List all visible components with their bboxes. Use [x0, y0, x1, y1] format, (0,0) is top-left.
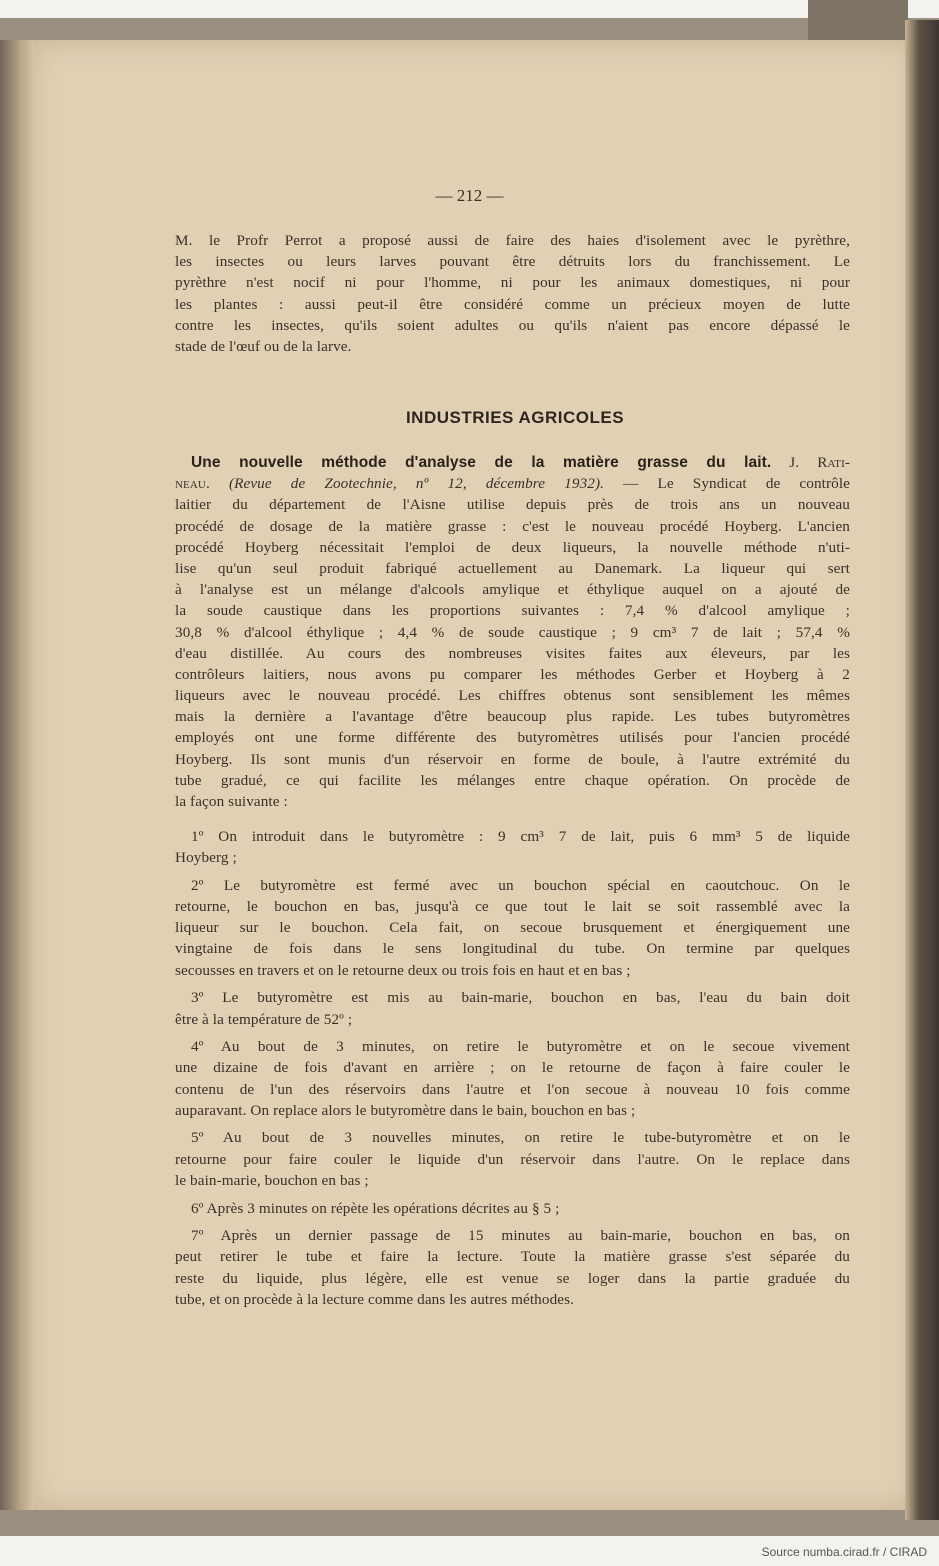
text-line: liqueurs avec le nouveau procédé. Les chiffres obtenus sont sensiblement les mêmes — [175, 687, 850, 705]
text-line: vingtaine de fois dans le sens longitudinal du tube. On termine par quelques — [175, 940, 850, 958]
article-author-cont: neau. — [175, 475, 210, 493]
source-credit: Source numba.cirad.fr / CIRAD — [761, 1545, 927, 1559]
text-line: retourne, le bouchon en bas, jusqu'à ce que tout le lait se soit rassemblé avec la — [175, 898, 850, 916]
text-line: peut retirer le tube et faire la lecture. Toute la matière grasse s'est séparée du — [175, 1248, 850, 1266]
section-heading: INDUSTRIES AGRICOLES — [405, 408, 625, 427]
text-line: M. le Profr Perrot a proposé aussi de faire des haies d'isolement avec le pyrèthre, — [175, 232, 850, 249]
text-line: secousses en travers et on le retourne deux ou trois fois en haut et en bas ; — [175, 961, 631, 979]
steps-list — [175, 826, 850, 1316]
text-line: le bain-marie, bouchon en bas ; — [175, 1171, 369, 1189]
text-line: 3º Le butyromètre est mis au bain-marie, bouchon en bas, l'eau du bain doit — [191, 989, 850, 1007]
text-line: pyrèthre n'est nocif ni pour l'homme, ni pour les animaux domestiques, ni pour — [175, 274, 850, 292]
book-cover-edge — [808, 0, 908, 40]
text-line: la soude caustique dans les proportions suivantes : 7,4 % d'alcool amylique ; — [175, 602, 850, 620]
step-item — [175, 1225, 850, 1310]
step-item — [175, 1127, 850, 1191]
article-citation-line — [175, 473, 850, 494]
text-line: contre les insectes, qu'ils soient adultes ou qu'ils n'aient pas encore dépassé le — [175, 316, 850, 334]
text-line: à l'analyse est un mélange d'alcools amylique et éthylique auquel on a ajouté de — [175, 581, 850, 599]
article-author: J. Rati- — [789, 454, 851, 471]
text-line: contrôleurs laitiers, nous avons pu comparer les méthodes Gerber et Hoyberg à 2 — [175, 665, 850, 683]
text-line: les plantes : aussi peut-il être considéré comme un précieux moyen de lutte — [175, 295, 850, 313]
text-line: employés ont une forme différente des butyromètres utilisés pour l'ancien procédé — [175, 729, 850, 747]
page-number: — 212 — — [435, 186, 504, 205]
article-title-line — [175, 452, 850, 473]
text-line: procédé de dosage de la matière grasse : c'est le nouveau procédé Hoyberg. L'ancien — [175, 517, 850, 535]
book-binding — [0, 40, 34, 1510]
step-item — [175, 987, 850, 1029]
step-item — [175, 1036, 850, 1121]
page-edge — [905, 20, 939, 1520]
text-line: stade de l'œuf ou de la larve. — [175, 337, 352, 355]
text-line: 30,8 % d'alcool éthylique ; 4,4 % de soude caustique ; 9 cm³ 7 de lait ; 57,4 % — [175, 623, 850, 641]
article-text: — Le Syndicat de contrôle — [623, 475, 850, 493]
text-line: tube gradué, ce qui facilite les mélanges entre chaque opération. On procède de — [175, 771, 850, 789]
article-citation: (Revue de Zootechnie, nº 12, décembre 1932). — [228, 475, 605, 493]
text-line: 1º On introduit dans le butyromètre : 9 cm³ 7 de lait, puis 6 mm³ 5 de liquide — [191, 828, 850, 845]
text-line: une dizaine de fois d'avant en arrière ; on le retourne de façon à faire couler le — [175, 1059, 850, 1077]
text-line: reste du liquide, plus légère, elle est venue se loger dans la partie graduée du — [175, 1269, 850, 1287]
step-item — [175, 1198, 850, 1219]
article-title: Une nouvelle méthode d'analyse de la matière grasse du lait. — [191, 454, 772, 471]
text-line: tube, et on procède à la lecture comme dans les autres méthodes. — [175, 1290, 575, 1308]
text-line: laitier du département de l'Aisne utilise depuis près de trois ans un nouveau — [175, 496, 850, 514]
text-line: d'eau distillée. Au cours des nombreuses visites faites aux éleveurs, par les — [175, 644, 850, 662]
intro-paragraph — [175, 230, 850, 357]
text-line: Hoyberg ; — [175, 849, 237, 867]
text-line: 5º Au bout de 3 nouvelles minutes, on retire le tube-butyromètre et on le — [191, 1129, 850, 1147]
article-paragraph — [175, 452, 850, 812]
step-item — [175, 826, 850, 868]
text-line: 6º Après 3 minutes on répète les opérations décrites au § 5 ; — [191, 1199, 560, 1217]
text-line: auparavant. On replace alors le butyromètre dans le bain, bouchon en bas ; — [175, 1101, 636, 1119]
step-item — [175, 875, 850, 981]
text-line: 4º Au bout de 3 minutes, on retire le butyromètre et on le secoue vivement — [191, 1038, 850, 1056]
text-line: la façon suivante : — [175, 793, 288, 810]
text-line: être à la température de 52º ; — [175, 1010, 353, 1028]
text-line: liqueur sur le bouchon. Cela fait, on secoue brusquement et énergiquement une — [175, 919, 850, 937]
text-line: Hoyberg. Ils sont munis d'un réservoir en forme de boule, à l'autre extrémité du — [175, 750, 850, 768]
text-line: contenu de l'un des réservoirs dans l'autre et l'on secoue à nouveau 10 fois comme — [175, 1080, 850, 1098]
text-line: procédé Hoyberg nécessitait l'emploi de deux liqueurs, la nouvelle méthode n'uti- — [175, 538, 850, 556]
text-line: les insectes ou leurs larves pouvant être détruits lors du franchissement. Le — [175, 253, 850, 271]
text-line: 7º Après un dernier passage de 15 minutes au bain-marie, bouchon en bas, on — [191, 1227, 850, 1245]
text-line: 2º Le butyromètre est fermé avec un bouchon spécial en caoutchouc. On le — [191, 876, 850, 894]
text-line: lise qu'un seul produit fabriqué actuellement au Danemark. La liqueur qui sert — [175, 559, 850, 577]
text-line: retourne pour faire couler le liquide d'un réservoir dans l'autre. On le replace dans — [175, 1150, 850, 1168]
text-line: mais la dernière a l'avantage d'être beaucoup plus rapide. Les tubes butyromètres — [175, 708, 850, 726]
